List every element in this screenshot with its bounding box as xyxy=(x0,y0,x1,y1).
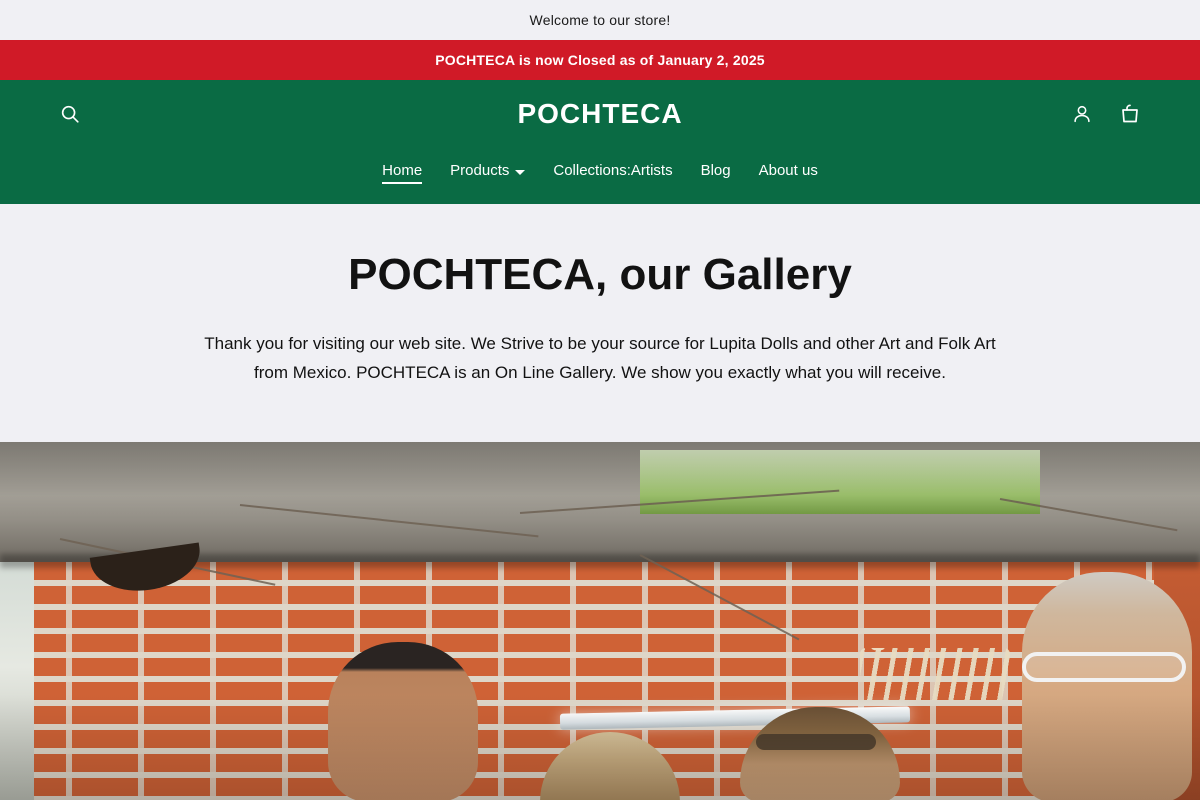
search-button[interactable] xyxy=(48,92,92,136)
account-button[interactable] xyxy=(1060,92,1104,136)
mounted-horns-decor xyxy=(860,648,1010,700)
user-account-icon xyxy=(1071,103,1093,125)
nav-label: About us xyxy=(758,162,818,179)
person-center-right xyxy=(720,707,940,800)
header-right-group xyxy=(1060,92,1152,136)
intro-paragraph: Thank you for visiting our web site. We Strive to be your source for Lupita Dolls and other Art and Folk Art from Mexico. POCHTECA is an On Line Gallery. We show you exactly what you will receive. xyxy=(204,333,996,383)
nav-item-collections-artists[interactable] xyxy=(539,154,686,188)
announcement-bar-closed xyxy=(0,40,1200,80)
person-left xyxy=(300,642,515,800)
announcement-welcome-text: Welcome to our store! xyxy=(529,12,671,28)
window-foliage-light xyxy=(640,450,1040,514)
person-right xyxy=(1010,572,1200,800)
header-left-group xyxy=(48,92,92,136)
nav-label: Collections:Artists xyxy=(553,162,673,179)
nav-label: Home xyxy=(382,162,422,184)
announcement-closed-text: POCHTECA is now Closed as of January 2, 2025 xyxy=(435,52,765,68)
cart-button[interactable] xyxy=(1108,92,1152,136)
shopping-cart-icon xyxy=(1118,102,1142,126)
hero-photo-banner xyxy=(0,442,1200,800)
left-window xyxy=(0,532,34,800)
nav-item-products[interactable] xyxy=(436,154,539,188)
nav-item-blog[interactable] xyxy=(687,154,745,188)
search-icon xyxy=(59,103,81,125)
page-title: POCHTECA, our Gallery xyxy=(348,250,852,299)
person-center xyxy=(520,732,710,800)
chevron-down-icon xyxy=(515,170,525,175)
nav-item-home[interactable] xyxy=(368,154,436,192)
site-logo-link[interactable]: POCHTECA xyxy=(517,98,683,129)
announcement-bar-welcome xyxy=(0,0,1200,40)
nav-item-about-us[interactable] xyxy=(745,154,832,188)
main-navigation xyxy=(0,148,1200,204)
intro-section xyxy=(0,204,1200,442)
site-logo xyxy=(0,98,1200,130)
nav-label: Products xyxy=(450,162,510,179)
site-header xyxy=(0,80,1200,148)
nav-label: Blog xyxy=(700,162,731,179)
